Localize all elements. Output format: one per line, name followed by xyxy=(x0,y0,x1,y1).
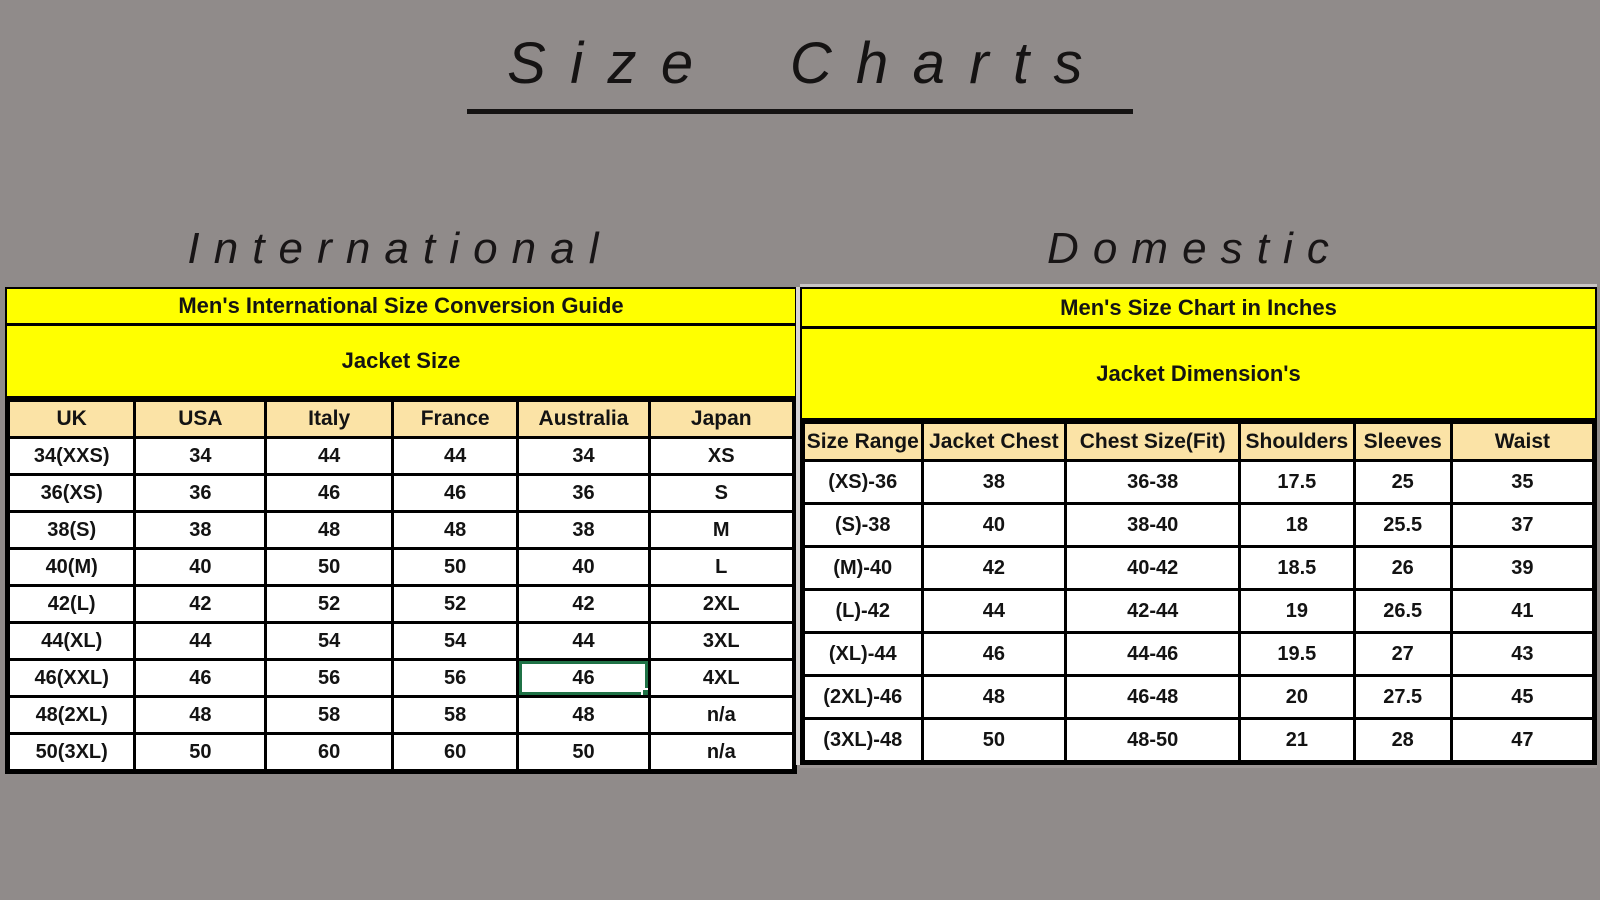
table-row xyxy=(804,504,1594,547)
table-cell: 46 xyxy=(266,475,392,512)
table-cell: 44 xyxy=(518,623,649,660)
table-cell: 50 xyxy=(922,719,1066,762)
table-cell: 26.5 xyxy=(1354,590,1451,633)
section-label-international: International xyxy=(187,224,613,273)
table-cell: S xyxy=(649,475,793,512)
table-cell: 20 xyxy=(1240,676,1355,719)
table-cell: 48 xyxy=(518,697,649,734)
international-table-title: Men's International Size Conversion Guide xyxy=(7,289,795,326)
table-cell: 36 xyxy=(518,475,649,512)
table-cell: 50 xyxy=(518,734,649,771)
table-cell: 34(XXS) xyxy=(9,438,135,475)
table-cell: 50(3XL) xyxy=(9,734,135,771)
table-cell: n/a xyxy=(649,697,793,734)
table-cell: 42 xyxy=(135,586,266,623)
table-cell: 56 xyxy=(266,660,392,697)
table-cell: 27 xyxy=(1354,633,1451,676)
column-header: Shoulders xyxy=(1240,423,1355,461)
table-cell: (3XL)-48 xyxy=(804,719,923,762)
table-cell: n/a xyxy=(649,734,793,771)
table-row xyxy=(9,660,794,697)
table-cell: 48-50 xyxy=(1066,719,1240,762)
table-cell: 19.5 xyxy=(1240,633,1355,676)
table-cell: 48 xyxy=(392,512,518,549)
table-cell: 42 xyxy=(922,547,1066,590)
table-cell: 18.5 xyxy=(1240,547,1355,590)
table-cell: 44(XL) xyxy=(9,623,135,660)
table-cell: 25 xyxy=(1354,461,1451,504)
table-row xyxy=(9,623,794,660)
column-header: France xyxy=(392,401,518,438)
table-cell: 54 xyxy=(266,623,392,660)
international-size-table xyxy=(7,399,795,772)
table-row xyxy=(9,512,794,549)
table-cell: (2XL)-46 xyxy=(804,676,923,719)
table-cell: 4XL xyxy=(649,660,793,697)
table-cell: 48 xyxy=(922,676,1066,719)
table-cell: 27.5 xyxy=(1354,676,1451,719)
table-cell: 60 xyxy=(266,734,392,771)
table-cell: 17.5 xyxy=(1240,461,1355,504)
table-cell: 40(M) xyxy=(9,549,135,586)
table-cell: 44 xyxy=(135,623,266,660)
column-header: Italy xyxy=(266,401,392,438)
column-header: Size Range xyxy=(804,423,923,461)
table-cell: 44 xyxy=(922,590,1066,633)
page-title: Size Charts xyxy=(467,30,1133,114)
table-cell: 58 xyxy=(392,697,518,734)
international-table-panel xyxy=(5,287,797,774)
international-table-subtitle: Jacket Size xyxy=(7,326,795,399)
table-cell: 42-44 xyxy=(1066,590,1240,633)
domestic-table-title: Men's Size Chart in Inches xyxy=(802,289,1595,329)
table-cell: 40-42 xyxy=(1066,547,1240,590)
column-header: Sleeves xyxy=(1354,423,1451,461)
table-cell: 58 xyxy=(266,697,392,734)
table-row xyxy=(804,676,1594,719)
table-cell: 19 xyxy=(1240,590,1355,633)
domestic-table-subtitle: Jacket Dimension's xyxy=(802,329,1595,421)
column-header: Japan xyxy=(649,401,793,438)
table-row xyxy=(9,586,794,623)
table-cell: XS xyxy=(649,438,793,475)
table-cell: 18 xyxy=(1240,504,1355,547)
table-row xyxy=(9,438,794,475)
table-row xyxy=(9,697,794,734)
table-cell: 36-38 xyxy=(1066,461,1240,504)
table-cell: (XL)-44 xyxy=(804,633,923,676)
table-row xyxy=(804,719,1594,762)
table-cell: 48 xyxy=(266,512,392,549)
table-cell: 44 xyxy=(266,438,392,475)
table-cell: 45 xyxy=(1451,676,1593,719)
table-cell: 46(XXL) xyxy=(9,660,135,697)
table-cell: 60 xyxy=(392,734,518,771)
table-cell: (L)-42 xyxy=(804,590,923,633)
table-cell: 37 xyxy=(1451,504,1593,547)
table-cell: (S)-38 xyxy=(804,504,923,547)
table-cell: 21 xyxy=(1240,719,1355,762)
table-cell: 46 xyxy=(135,660,266,697)
table-cell: 36 xyxy=(135,475,266,512)
table-cell: 56 xyxy=(392,660,518,697)
table-row xyxy=(804,633,1594,676)
table-cell: 42(L) xyxy=(9,586,135,623)
table-cell: 46 xyxy=(922,633,1066,676)
table-cell: 28 xyxy=(1354,719,1451,762)
table-cell: 50 xyxy=(135,734,266,771)
table-cell: 38(S) xyxy=(9,512,135,549)
table-cell: 39 xyxy=(1451,547,1593,590)
column-header: Australia xyxy=(518,401,649,438)
table-cell: 35 xyxy=(1451,461,1593,504)
table-cell: 50 xyxy=(392,549,518,586)
column-header-row xyxy=(804,423,1594,461)
table-cell: 40 xyxy=(922,504,1066,547)
table-row xyxy=(804,590,1594,633)
table-cell: 48 xyxy=(135,697,266,734)
table-row xyxy=(804,547,1594,590)
table-cell: 46-48 xyxy=(1066,676,1240,719)
table-row xyxy=(9,734,794,771)
table-cell: 40 xyxy=(135,549,266,586)
table-cell: 41 xyxy=(1451,590,1593,633)
page-title-wrap xyxy=(0,30,1600,114)
table-row xyxy=(9,549,794,586)
section-label-domestic: Domestic xyxy=(1046,224,1343,273)
table-cell: 47 xyxy=(1451,719,1593,762)
table-cell: 44-46 xyxy=(1066,633,1240,676)
table-cell: 52 xyxy=(392,586,518,623)
column-header: Chest Size(Fit) xyxy=(1066,423,1240,461)
table-cell: 46 xyxy=(392,475,518,512)
table-cell: L xyxy=(649,549,793,586)
table-cell: 48(2XL) xyxy=(9,697,135,734)
table-cell: 43 xyxy=(1451,633,1593,676)
table-cell: 44 xyxy=(392,438,518,475)
column-header: Waist xyxy=(1451,423,1593,461)
table-cell: 38 xyxy=(922,461,1066,504)
column-header: USA xyxy=(135,401,266,438)
table-cell: 36(XS) xyxy=(9,475,135,512)
table-cell: 25.5 xyxy=(1354,504,1451,547)
table-cell: 2XL xyxy=(649,586,793,623)
table-cell: 40 xyxy=(518,549,649,586)
table-cell: 38-40 xyxy=(1066,504,1240,547)
table-cell: (M)-40 xyxy=(804,547,923,590)
column-header: Jacket Chest xyxy=(922,423,1066,461)
table-row xyxy=(9,475,794,512)
table-cell: 38 xyxy=(518,512,649,549)
table-cell: 26 xyxy=(1354,547,1451,590)
selected-cell: 46 xyxy=(518,660,649,697)
domestic-size-table xyxy=(802,421,1595,763)
table-cell: 52 xyxy=(266,586,392,623)
table-cell: 50 xyxy=(266,549,392,586)
column-header-row xyxy=(9,401,794,438)
table-cell: 38 xyxy=(135,512,266,549)
table-cell: (XS)-36 xyxy=(804,461,923,504)
table-cell: 42 xyxy=(518,586,649,623)
column-header: UK xyxy=(9,401,135,438)
table-row xyxy=(804,461,1594,504)
table-cell: 34 xyxy=(135,438,266,475)
table-cell: 54 xyxy=(392,623,518,660)
table-cell: M xyxy=(649,512,793,549)
domestic-table-panel xyxy=(800,287,1597,765)
table-cell: 34 xyxy=(518,438,649,475)
table-cell: 3XL xyxy=(649,623,793,660)
